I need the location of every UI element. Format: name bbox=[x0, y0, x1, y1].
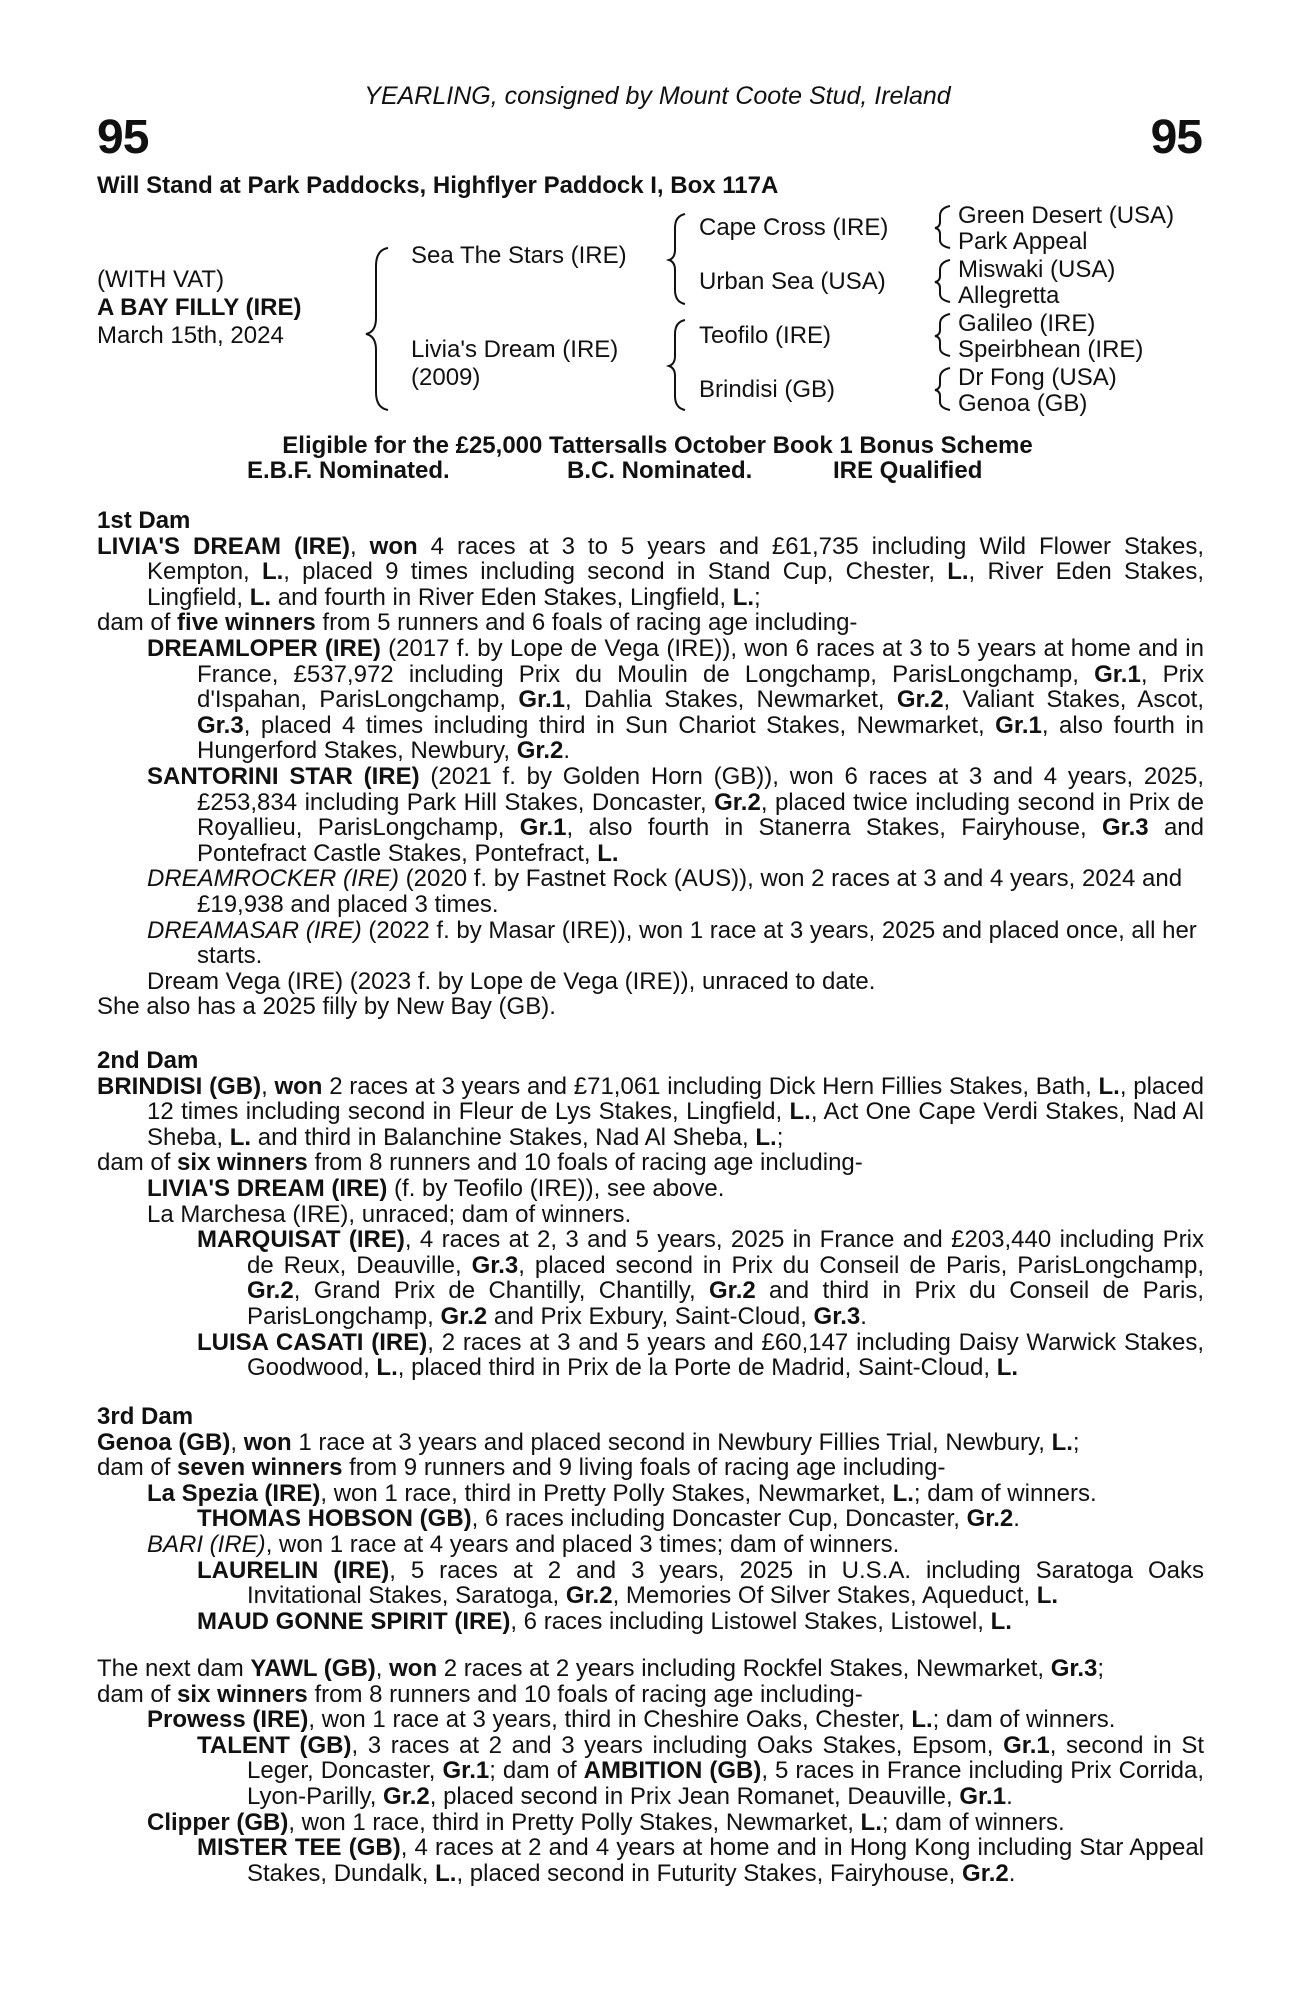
produce-la-spezia: La Spezia (IRE), won 1 race, third in Pretty Polly Stakes, Newmarket, L.; dam of winners. bbox=[147, 1479, 1097, 1507]
ped-dd: Brindisi (GB) bbox=[699, 376, 836, 403]
produce-luisa-casati: LUISA CASATI (IRE), 2 races at 3 and 5 years and £60,147 including Daisy Warwick Stakes, Goodwood, L., placed third in Prix de la Porte de Madrid, Saint-Cloud, L. bbox=[197, 1328, 1204, 1382]
produce-dreamrocker: DREAMROCKER (IRE) (2020 f. by Fastnet Rock (AUS)), won 2 races at 3 and 4 years, 2024 and £19,938 and placed 3 times. bbox=[147, 865, 1183, 918]
first-dam-record: LIVIA'S DREAM (IRE), won 4 races at 3 to 5 years and £61,735 including Wild Flower Stakes, Kempton, L., placed 9 times including second in Stand Cup, Chester, L., River Eden Stakes, Lingfield, L. and fourth in River Eden Stakes, Lingfield, L.; bbox=[97, 532, 1205, 611]
brace-ds bbox=[935, 314, 950, 356]
consignment-header: YEARLING, consigned by Mount Coote Stud, Ireland bbox=[364, 82, 951, 110]
ped-sd: Urban Sea (USA) bbox=[699, 268, 886, 295]
ped-sss: Green Desert (USA) bbox=[958, 202, 1175, 229]
ped-dss: Galileo (IRE) bbox=[958, 310, 1096, 337]
eligibility-line: Eligible for the £25,000 Tattersalls October Book 1 Bonus Scheme bbox=[282, 432, 1033, 459]
second-dam-produce-summary: dam of six winners from 8 runners and 10 foals of racing age including- bbox=[97, 1149, 863, 1177]
lot-number-left: 95 bbox=[97, 111, 149, 164]
brace-dam bbox=[669, 320, 685, 410]
ped-ds: Teofilo (IRE) bbox=[699, 322, 832, 349]
produce-bari: BARI (IRE), won 1 race at 4 years and placed 3 times; dam of winners. bbox=[147, 1530, 900, 1558]
brace-dd bbox=[935, 368, 950, 410]
first-dam-section bbox=[97, 508, 1204, 1020]
produce-la-marchesa: La Marchesa (IRE), unraced; dam of winners. bbox=[147, 1200, 632, 1228]
ped-sds: Miswaki (USA) bbox=[958, 256, 1116, 283]
vat-note: (WITH VAT) bbox=[97, 266, 225, 293]
first-dam-heading: 1st Dam bbox=[97, 507, 191, 534]
produce-santorini-star: SANTORINI STAR (IRE) (2021 f. by Golden Horn (GB)), won 6 races at 3 and 4 years, 2025, £253,834 including Park Hill Stakes, Doncaster, Gr.2, placed twice including second in Prix de Royallieu, ParisLongchamp, Gr.1, also fourth in Stanerra Stakes, Fairyhouse, Gr.3 and Pontefract Castle Stakes, Pontefract, L. bbox=[147, 762, 1205, 867]
produce-marquisat: MARQUISAT (IRE), 4 races at 2, 3 and 5 years, 2025 in France and £203,440 including Prix de Reux, Deauville, Gr.3, placed second in Prix du Conseil de Paris, ParisLongchamp, Gr.2, Grand Prix de Chantilly, Chantilly, Gr.2 and third in Prix du Conseil de Paris, ParisLongchamp, Gr.2 and Prix Exbury, Saint-Cloud, Gr.3. bbox=[197, 1226, 1205, 1330]
first-dam-produce-summary: dam of five winners from 5 runners and 6 foals of racing age including- bbox=[97, 609, 858, 637]
second-dam-record: BRINDISI (GB), won 2 races at 3 years and £71,061 including Dick Hern Fillies Stakes, Bath, L., placed 12 times including second in Fleur de Lys Stakes, Lingfield, L., Act One Cape Verdi Stakes, Nad Al Sheba, L. and third in Balanchine Stakes, Nad Al Sheba, L.; bbox=[97, 1072, 1204, 1151]
second-dam-section bbox=[97, 1048, 1204, 1381]
second-dam-heading: 2nd Dam bbox=[97, 1047, 199, 1074]
ped-dsd: Speirbhean (IRE) bbox=[958, 336, 1144, 363]
third-dam-produce-summary: dam of seven winners from 9 runners and 9 living foals of racing age including- bbox=[97, 1454, 946, 1482]
ebf-nominated: E.B.F. Nominated. bbox=[247, 457, 450, 484]
ped-ddd: Genoa (GB) bbox=[958, 390, 1088, 417]
produce-dream-vega: Dream Vega (IRE) (2023 f. by Lope de Vega (IRE)), unraced to date. bbox=[147, 967, 876, 995]
lot-number-right: 95 bbox=[1150, 111, 1202, 164]
horse-dob: March 15th, 2024 bbox=[97, 322, 284, 349]
ped-ss: Cape Cross (IRE) bbox=[699, 214, 889, 241]
produce-laurelin: LAURELIN (IRE), 5 races at 2 and 3 years, 2025 in U.S.A. including Saratoga Oaks Invitational Stakes, Saratoga, Gr.2, Memories Of Silver Stakes, Aqueduct, L. bbox=[197, 1556, 1204, 1610]
ped-ssd: Park Appeal bbox=[958, 228, 1088, 255]
ped-sdd: Allegretta bbox=[958, 282, 1060, 309]
stand-location: Will Stand at Park Paddocks, Highflyer Paddock I, Box 117A bbox=[97, 172, 779, 199]
third-dam-heading: 3rd Dam bbox=[97, 1403, 194, 1430]
ire-qualified: IRE Qualified bbox=[833, 457, 983, 484]
ped-sire: Sea The Stars (IRE) bbox=[411, 242, 627, 269]
produce-maud-gonne-spirit: MAUD GONNE SPIRIT (IRE), 6 races including Listowel Stakes, Listowel, L. bbox=[197, 1607, 1012, 1635]
produce-mister-tee: MISTER TEE (GB), 4 races at 2 and 4 years at home and in Hong Kong including Star Appeal Stakes, Dundalk, L., placed second in Futurity Stakes, Fairyhouse, Gr.2. bbox=[197, 1834, 1204, 1887]
produce-talent: TALENT (GB), 3 races at 2 and 3 years including Oaks Stakes, Epsom, Gr.1, second in St Leger, Doncaster, Gr.1; dam of AMBITION (GB), 5 races in France including Prix Corrida, Lyon-Parilly, Gr.2, placed second in Prix Jean Romanet, Deauville, Gr.1. bbox=[197, 1731, 1205, 1810]
ped-dam-year: (2009) bbox=[411, 364, 481, 391]
brace-main bbox=[366, 248, 388, 410]
produce-dreamloper: DREAMLOPER (IRE) (2017 f. by Lope de Vega (IRE)), won 6 races at 3 to 5 years at home and in France, £537,972 including Prix du Moulin de Longchamp, ParisLongchamp, Gr.1, Prix d'Ispahan, ParisLongchamp, Gr.1, Dahlia Stakes, Newmarket, Gr.2, Valiant Stakes, Ascot, Gr.3, placed 4 times including third in Sun Chariot Stakes, Newmarket, Gr.1, also fourth in Hungerford Stakes, Newbury, Gr.2. bbox=[147, 634, 1205, 765]
brace-sire bbox=[669, 214, 685, 304]
bc-nominated: B.C. Nominated. bbox=[567, 457, 753, 484]
produce-dreamasar: DREAMASAR (IRE) (2022 f. by Masar (IRE)), won 1 race at 3 years, 2025 and placed once, all her starts. bbox=[147, 916, 1197, 970]
ped-dds: Dr Fong (USA) bbox=[958, 364, 1117, 391]
next-dam-record: The next dam YAWL (GB), won 2 races at 2 years including Rockfel Stakes, Newmarket, Gr.3; bbox=[97, 1655, 1105, 1682]
produce-prowess: Prowess (IRE), won 1 race at 3 years, third in Cheshire Oaks, Chester, L.; dam of winners. bbox=[147, 1706, 1116, 1734]
brace-ss bbox=[935, 206, 950, 248]
next-dam-section bbox=[97, 1656, 1204, 1886]
horse-livias-dream: LIVIA'S DREAM (IRE) bbox=[97, 532, 350, 560]
produce-thomas-hobson: THOMAS HOBSON (GB), 6 races including Doncaster Cup, Doncaster, Gr.2. bbox=[197, 1505, 1020, 1533]
third-dam-section bbox=[97, 1404, 1204, 1634]
horse-name: A BAY FILLY (IRE) bbox=[97, 294, 302, 321]
ped-dam: Livia's Dream (IRE) bbox=[411, 336, 619, 363]
next-dam-produce-summary: dam of six winners from 8 runners and 10 foals of racing age including- bbox=[97, 1680, 863, 1708]
produce-2025-filly: She also has a 2025 filly by New Bay (GB). bbox=[97, 993, 556, 1021]
produce-livias-dream: LIVIA'S DREAM (IRE) (f. by Teofilo (IRE)), see above. bbox=[147, 1174, 725, 1202]
third-dam-record: Genoa (GB), won 1 race at 3 years and placed second in Newbury Fillies Trial, Newbury, L.; bbox=[97, 1428, 1080, 1456]
brace-sd bbox=[935, 260, 950, 302]
produce-clipper: Clipper (GB), won 1 race, third in Pretty Polly Stakes, Newmarket, L.; dam of winners. bbox=[147, 1808, 1065, 1836]
